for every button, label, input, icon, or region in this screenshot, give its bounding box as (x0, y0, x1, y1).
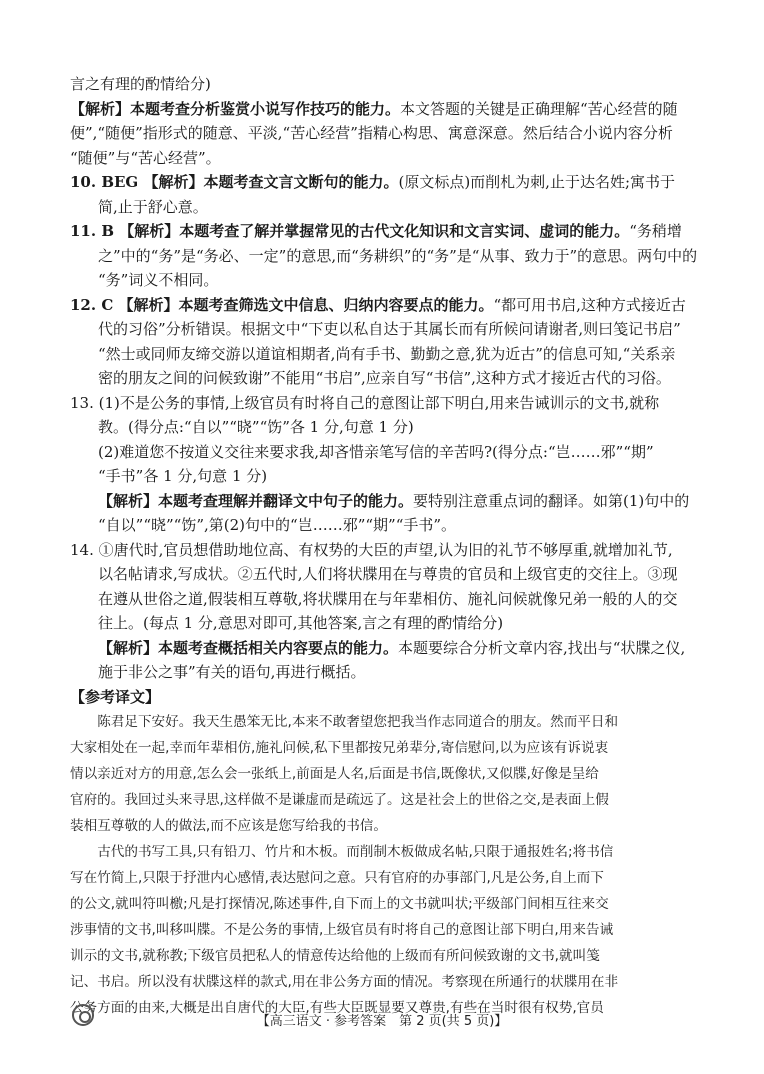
text-span: 以名帖请求,写成状。②五代时,人们将状牒用在与尊贵的官员和上级官吏的交往上。③现 (98, 565, 678, 583)
bold-label: 【解析】本题考查理解并翻译文中句子的能力。 (98, 491, 414, 510)
translation-line: 装相互尊敬的人的做法,而不应该是您写给我的书信。 (70, 818, 387, 834)
text-span: 代的习俗”分析错误。根据文中“下吏以私自达于其属长而有所候问请谢者,则曰笺记书启” (98, 320, 681, 338)
text-line (70, 538, 702, 563)
text-span: 在遵从世俗之道,假装相互尊敬,将状牒用在与年辈相仿、施礼问候就像兄弟一般的人的交 (98, 589, 678, 608)
translation-line: 陈君足下安好。我天生愚笨无比,本来不敢奢望您把我当作志同道合的朋友。然而平日和 (97, 714, 619, 730)
translation-line: 写在竹简上,只限于抒泄内心感情,表达慰问之意。只有官府的办事部门,凡是公务,自上而下 (70, 870, 604, 886)
document-body (70, 72, 702, 1021)
text-span: “都可用书启,这种方式接近古 (493, 295, 686, 314)
translation-line: 涉事情的文书,叫移叫牒。不是公务的事情,上级官员有时将自己的意图让部下明白,用来告诫 (70, 922, 614, 938)
translation-line: 训示的文书,就称教;下级官员把私人的情意传达给他的上级而有所问候致谢的文书,就叫笺 (70, 948, 600, 964)
text-span: (2)难道您不按道义交往来要求我,却吝惜亲笔写信的辛苦吗?(得分点:“岂……邪”“期” (98, 442, 654, 461)
text-span: 便”,“随便”指形式的随意、平淡,“苦心经营”指精心构思、寓意深意。然后结合小说内容分析 (70, 124, 673, 142)
bold-label: 【解析】本题考查分析鉴赏小说写作技巧的能力。 (70, 99, 401, 118)
text-span: 施于非公之事”有关的语句,再进行概括。 (98, 663, 366, 681)
bold-label: 11. B 【解析】本题考查了解并掌握常见的古代文化知识和文言实词、虚词的能力。 (70, 222, 630, 240)
text-span: “然士或同师友缔交游以道谊相期者,尚有手书、勤勤之意,犹为近古”的信息可知,“关系亲 (98, 344, 676, 363)
text-span: “自以”“晓”“饬”,第(2)句中的“岂……邪”“期”“手书”。 (98, 516, 457, 534)
text-span: “务稍增 (629, 222, 682, 240)
text-line (70, 464, 702, 489)
translation-line: 的公文,就叫符叫檄;凡是打探情况,陈述事件,自下而上的文书就叫状;平级部门间相互往来交 (70, 896, 609, 912)
text-line (70, 562, 702, 587)
text-line (70, 170, 702, 195)
text-line (70, 72, 702, 97)
text-span: 13. (1)不是公务的事情,上级官员有时将自己的意图让部下明白,用来告诫训示的文书,就称 (70, 393, 660, 412)
text-line (70, 391, 702, 416)
text-span: (原文标点)而削札为刺,止于达名姓;寓书于 (398, 173, 675, 191)
page-footer: 【高三语文 · 参考答案 第 2 页(共 5 页)】 (256, 1014, 508, 1029)
translation-line: 古代的书写工具,只有铅刀、竹片和木板。而削制木板做成名帖,只限于通报姓名;将书信 (97, 844, 614, 860)
text-span: 言之有理的酌情给分) (70, 75, 211, 93)
text-line (70, 660, 702, 685)
text-span: 要特别注意重点词的翻译。如第(1)句中的 (413, 491, 690, 510)
text-line (70, 121, 702, 146)
text-line (70, 317, 702, 342)
translation-line: 情以亲近对方的用意,怎么会一张纸上,前面是人名,后面是书信,既像状,又似牒,好像是呈给 (70, 766, 599, 782)
text-line (70, 685, 702, 710)
translation-line: 公务方面的由来,大概是出自唐代的大臣,有些大臣既显要又尊贵,有些在当时很有权势,官员 (70, 1000, 604, 1016)
text-line (70, 342, 702, 367)
text-line (70, 513, 702, 538)
translation-line: 大家相处在一起,幸而年辈相仿,施礼问候,私下里都按兄弟辈分,寄信慰问,以为应该有诉说衷 (70, 740, 609, 756)
text-line (70, 244, 702, 269)
text-span: “手书”各 1 分,句意 1 分) (98, 467, 268, 485)
text-line (70, 293, 702, 318)
text-line (70, 611, 702, 636)
answer-lines (70, 72, 702, 709)
bold-label: 12. C 【解析】本题考查筛选文中信息、归纳内容要点的能力。 (70, 295, 494, 314)
bold-label: 【参考译文】 (70, 687, 161, 706)
text-line (70, 636, 702, 661)
text-span: “务”词义不相同。 (98, 271, 219, 289)
text-line (70, 268, 702, 293)
bold-label: 【解析】本题考查概括相关内容要点的能力。 (98, 638, 399, 657)
text-span: 之”中的“务”是“务必、一定”的意思,而“务耕织”的“务”是“从事、致力于”的意思。两句中的 (98, 246, 698, 265)
text-line (70, 366, 702, 391)
translation-line: 记、书启。所以没有状牒这样的款式,用在非公务方面的情况。考察现在所通行的状牒用在非 (70, 974, 619, 990)
bold-label: 10. BEG 【解析】本题考查文言文断句的能力。 (70, 173, 399, 191)
text-line (70, 146, 702, 171)
reference-translation (70, 709, 702, 1021)
text-line (70, 195, 702, 220)
text-span: 密的朋友之间的问候致谢”不能用“书启”,应亲自写“书信”,这种方式才接近古代的习俗。 (98, 369, 671, 387)
text-line (70, 97, 702, 122)
text-span: 本题要综合分析文章内容,找出与“状牒之仪, (398, 638, 686, 657)
text-span: “随便”与“苦心经营”。 (70, 148, 221, 167)
text-line (70, 489, 702, 514)
text-span: 本文答题的关键是正确理解“苦心经营的随 (400, 99, 678, 118)
translation-line: 官府的。我回过头来寻思,这样做不是谦虚而是疏远了。这是社会上的世俗之交,是表面上假 (70, 792, 609, 808)
text-line (70, 587, 702, 612)
text-line (70, 415, 702, 440)
text-line (70, 219, 702, 244)
text-span: 往上。(每点 1 分,意思对即可,其他答案,言之有理的酌情给分) (98, 614, 504, 632)
text-span: 教。(得分点:“自以”“晓”“饬”各 1 分,句意 1 分) (98, 418, 414, 436)
text-span: 简,止于舒心意。 (98, 197, 208, 216)
text-line (70, 440, 702, 465)
text-span: 14. ①唐代时,官员想借助地位高、有权势的大臣的声望,认为旧的礼节不够厚重,就增加礼节, (70, 540, 673, 559)
